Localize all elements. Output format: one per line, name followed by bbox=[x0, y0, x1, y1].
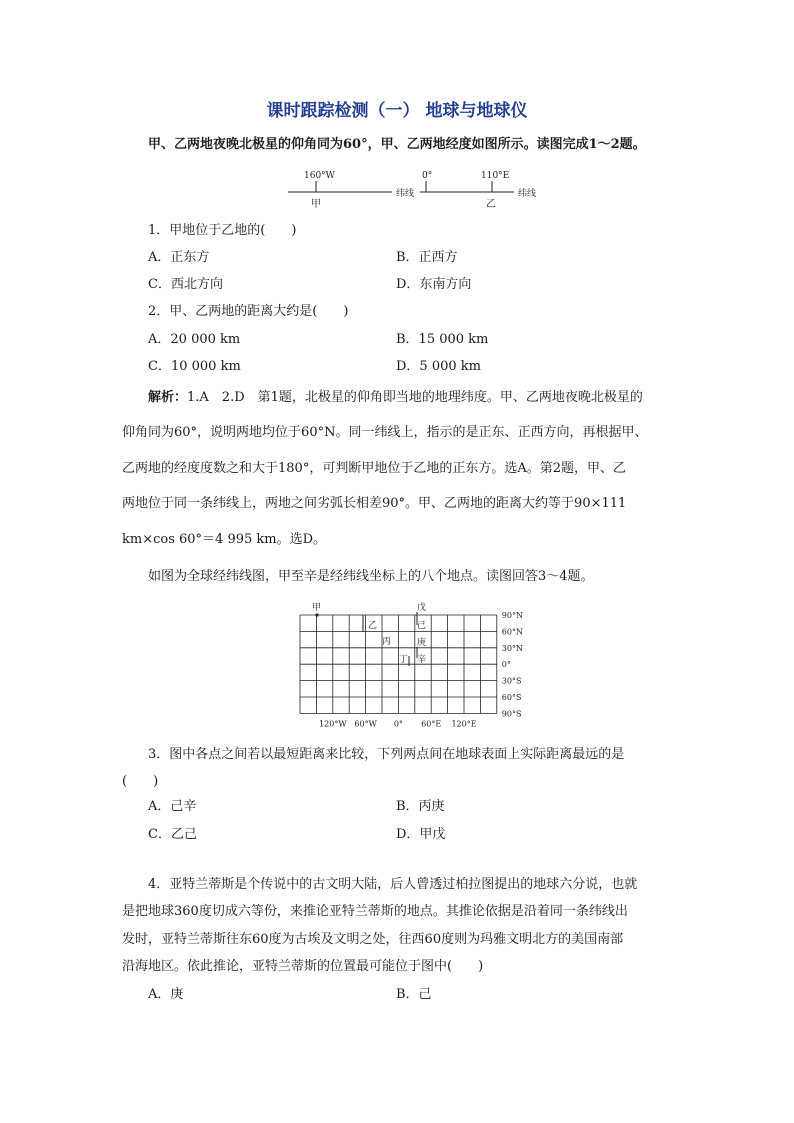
latitude-label: 0° bbox=[501, 660, 511, 670]
point-ji-label: 己 bbox=[417, 621, 427, 631]
q2-option-c: C．10 000 km bbox=[148, 359, 241, 374]
analysis-label: 解析： bbox=[148, 390, 188, 405]
q1-stem: 1．甲地位于乙地的( ) bbox=[148, 223, 297, 238]
longitude-label: 120°E bbox=[451, 719, 477, 729]
analysis-line-1-text: 1.A 2.D 第1题，北极星的仰角即当地的地理纬度。甲、乙两地夜晚北极星的 bbox=[187, 390, 643, 405]
point-wu-label: 戊 bbox=[417, 603, 427, 613]
analysis-line-4: 两地位于同一条纬线上，两地之间劣弧长相差90°。甲、乙两地的距离大约等于90×111 bbox=[122, 496, 627, 511]
q2-option-b: B．15 000 km bbox=[396, 332, 489, 347]
q4-line-2: 是把地球360度切成六等份，来推论亚特兰蒂斯的地点。其推论依据是沿着同一条纬线出 bbox=[122, 904, 628, 919]
graticule-figure bbox=[296, 598, 532, 734]
point-jia-dot bbox=[315, 613, 318, 616]
point-bing-label: 丙 bbox=[382, 637, 392, 647]
q2-option-a: A．20 000 km bbox=[148, 332, 241, 347]
left-lon-label: 160°W bbox=[304, 171, 335, 181]
point-jia-label: 甲 bbox=[311, 199, 321, 210]
page-title: 课时跟踪检测（一） 地球与地球仪 bbox=[266, 101, 528, 121]
q3-option-c: C．乙己 bbox=[148, 827, 197, 842]
q1-option-a: A．正东方 bbox=[148, 250, 210, 265]
right-lon0-label: 0° bbox=[422, 171, 433, 181]
point-jia-label: 甲 bbox=[312, 603, 322, 613]
q3-option-a: A．己辛 bbox=[148, 799, 197, 814]
point-geng-label: 庚 bbox=[417, 638, 427, 648]
latitude-label: 60°N bbox=[501, 627, 523, 637]
point-yi-label: 乙 bbox=[368, 621, 378, 631]
q3-stem: 3．图中各点之间若以最短距离来比较，下列两点间在地球表面上实际距离最远的是 bbox=[148, 747, 625, 762]
q4-line-4: 沿海地区。依此推论，亚特兰蒂斯的位置最可能位于图中( ) bbox=[122, 959, 484, 974]
analysis-line-1 bbox=[148, 389, 643, 407]
q4-line-3: 发时，亚特兰蒂斯往东60度为古埃及文明之处，往西60度则为玛雅文明北方的美国南部 bbox=[122, 932, 624, 947]
left-line-label: 纬线 bbox=[396, 189, 415, 199]
q1-option-c: C．西北方向 bbox=[148, 277, 223, 292]
q4-line-1: 4．亚特兰蒂斯是个传说中的古文明大陆，后人曾透过柏拉图提出的地球六分说，也就 bbox=[148, 877, 638, 892]
q3-paren: ( ) bbox=[122, 774, 159, 789]
longitude-label: 120°W bbox=[319, 719, 347, 729]
longitude-label: 60°W bbox=[354, 719, 377, 729]
q1-option-d: D．东南方向 bbox=[396, 277, 472, 292]
longitude-label: 60°E bbox=[421, 719, 442, 729]
q1-option-b: B．正西方 bbox=[396, 250, 458, 265]
latitude-label: 90°N bbox=[501, 611, 523, 620]
q4-option-a: A．庚 bbox=[148, 987, 184, 1002]
analysis-line-3: 乙两地的经度度数之和大于180°，可判断甲地位于乙地的正东方。选A。第2题，甲、乙 bbox=[122, 461, 626, 476]
point-xin-label: 辛 bbox=[417, 655, 427, 665]
q2-option-d: D．5 000 km bbox=[396, 359, 481, 374]
latitude-label: 30°N bbox=[501, 643, 523, 653]
q3-option-b: B．丙庚 bbox=[396, 799, 445, 814]
intro-1-2: 甲、乙两地夜晚北极星的仰角同为60°，甲、乙两地经度如图所示。读图完成1～2题。 bbox=[148, 137, 646, 152]
right-line-label: 纬线 bbox=[518, 189, 537, 199]
q3-option-d: D．甲戊 bbox=[396, 827, 446, 842]
latitude-label: 30°S bbox=[501, 676, 522, 686]
latitude-label: 90°S bbox=[501, 709, 522, 719]
point-yi-label: 乙 bbox=[486, 199, 496, 210]
longitude-label: 0° bbox=[393, 719, 403, 729]
latitude-label: 60°S bbox=[501, 693, 522, 702]
right-lon110-label: 110°E bbox=[481, 171, 510, 181]
point-ding-label: 丁 bbox=[399, 655, 409, 665]
q4-option-b: B．己 bbox=[396, 987, 432, 1002]
q2-stem: 2．甲、乙两地的距离大约是( ) bbox=[148, 304, 349, 319]
intro-3-4: 如图为全球经纬线图，甲至辛是经纬线坐标上的八个地点。读图回答3～4题。 bbox=[148, 569, 594, 584]
longitude-figure bbox=[280, 166, 550, 212]
analysis-line-5: km×cos 60°＝4 995 km。选D。 bbox=[122, 532, 327, 547]
analysis-line-2: 仰角同为60°，说明两地均位于60°N。同一纬线上，指示的是正东、正西方向，再根据甲、 bbox=[122, 425, 648, 440]
